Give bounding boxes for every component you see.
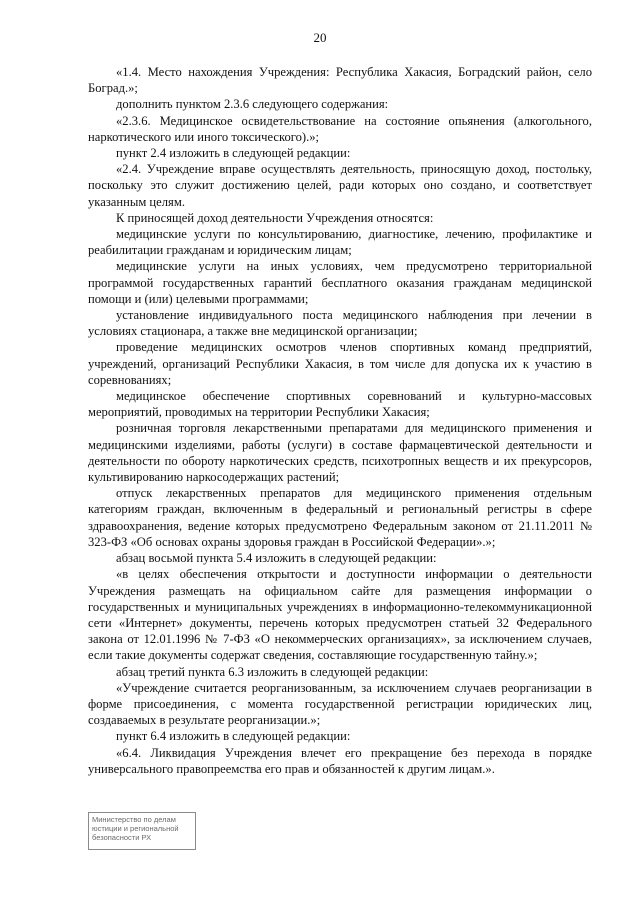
paragraph: пункт 2.4 изложить в следующей редакции: [116, 146, 351, 161]
paragraph: розничная торговля лекарственными препаратами для медицинского применения и медицинскими изделиями, работы (услуги) в составе фармацевтической деятельности и деятельности по обороту наркотических средств, психотропных веществ и их прекурсоров, культивированию наркосодержащих растений; [88, 421, 592, 485]
paragraph: «в целях обеспечения открытости и доступности информации о деятельности Учреждения размещать на официальном сайте для размещения информации о государственных и муниципальных учреждениях в информационно-телекоммуникационной сети «Интернет» документы, перечень которых предусмотрен статьей 32 Федерального закона от 12.01.1996 № 7-ФЗ «О некоммерческих организациях», за исключением случаев, если такие документы содержат сведения, составляющие государственную тайну.»; [88, 567, 592, 663]
paragraph: абзац третий пункта 6.3 изложить в следующей редакции: [116, 664, 429, 679]
paragraph: отпуск лекарственных препаратов для медицинского применения отдельным категориям граждан, включенным в федеральный и региональный регистры в сфере здравоохранения, ведение которых предусмотрено Федеральным законом от 21.11.2011 № 323-ФЗ «Об основах охраны здоровья граждан в Российской Федерации».»; [88, 486, 592, 549]
stamp-line: безопасности РХ [92, 833, 152, 842]
stamp-line: Министерство по делам [92, 815, 176, 824]
paragraph: медицинские услуги на иных условиях, чем предусмотрено территориальной программой государственных гарантий бесплатного оказания гражданам медицинской помощи и (или) целевыми программами; [88, 259, 592, 306]
paragraph: проведение медицинских осмотров членов спортивных команд предприятий, учреждений, организаций Республики Хакасия, в том числе для допуска их к участию в соревнованиях; [88, 340, 592, 387]
paragraph: «2.3.6. Медицинское освидетельствование на состояние опьянения (алкогольного, наркотического или иного токсического).»; [88, 113, 592, 144]
registration-stamp [88, 812, 196, 850]
paragraph: абзац восьмой пункта 5.4 изложить в следующей редакции: [116, 551, 437, 566]
page-number: 20 [313, 30, 327, 45]
paragraph: пункт 6.4 изложить в следующей редакции: [116, 729, 351, 744]
document-body [88, 64, 592, 777]
paragraph: дополнить пунктом 2.3.6 следующего содержания: [116, 97, 389, 112]
stamp-line: юстиции и региональной [92, 824, 179, 833]
paragraph: медицинское обеспечение спортивных соревнований и культурно-массовых мероприятий, проводимых на территории Республики Хакасия; [88, 389, 592, 420]
paragraph: «2.4. Учреждение вправе осуществлять деятельность, приносящую доход, постольку, поскольку это служит достижению целей, ради которых оно создано, и соответствует указанным целям. [88, 162, 592, 209]
paragraph: «1.4. Место нахождения Учреждения: Республика Хакасия, Боградский район, село Боград.»; [88, 65, 592, 96]
paragraph: «6.4. Ликвидация Учреждения влечет его прекращение без перехода в порядке универсального правопреемства его прав и обязанностей к другим лицам.». [88, 745, 592, 776]
paragraph: установление индивидуального поста медицинского наблюдения при лечении в условиях стационара, а также вне медицинской организации; [88, 308, 592, 339]
paragraph: «Учреждение считается реорганизованным, за исключением случаев реорганизации в форме присоединения, с момента государственной регистрации юридических лиц, создаваемых в результате реорганизации.»; [88, 680, 592, 728]
paragraph: медицинские услуги по консультированию, диагностике, лечению, профилактике и реабилитации гражданам и юридическим лицам; [88, 227, 592, 258]
paragraph: К приносящей доход деятельности Учреждения относятся: [116, 210, 434, 225]
